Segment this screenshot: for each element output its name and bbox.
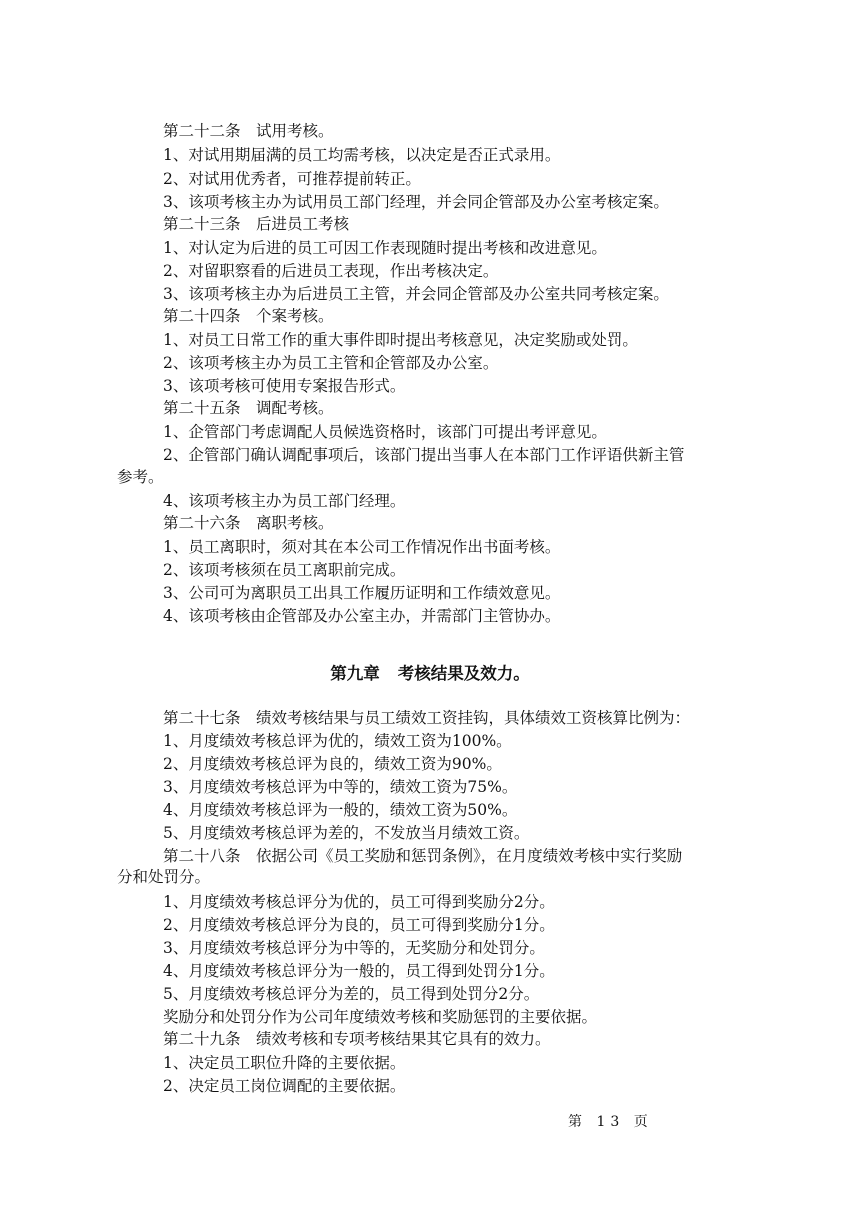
article-22-item-2: 2、对试用优秀者，可推荐提前转正。 [163,170,421,188]
article-26-item-1: 1、员工离职时，须对其在本公司工作情况作出书面考核。 [163,538,561,556]
article-22-item-1: 1、对试用期届满的员工均需考核，以决定是否正式录用。 [163,146,561,164]
article-25-item-4: 4、该项考核主办为员工部门经理。 [163,492,406,510]
article-26-item-2: 2、该项考核须在员工离职前完成。 [163,561,406,579]
article-24-item-1: 1、对员工日常工作的重大事件即时提出考核意见，决定奖励或处罚。 [163,331,638,349]
article-23-item-1: 1、对认定为后进的员工可因工作表现随时提出考核和改进意见。 [163,239,607,257]
chapter-title: 考核结果及效力。 [397,664,530,683]
article-24-item-3: 3、该项考核可使用专案报告形式。 [163,377,406,395]
article-22-title: 第二十二条 试用考核。 [163,122,334,140]
article-24-title: 第二十四条 个案考核。 [163,307,334,325]
article-22-item-3: 3、该项考核主办为试用员工部门经理，并会同企管部及办公室考核定案。 [163,193,669,211]
article-26-item-3: 3、公司可为离职员工出具工作履历证明和工作绩效意见。 [163,584,561,602]
article-25-item-2-line-1: 2、企管部门确认调配事项后，该部门提出当事人在本部门工作评语供新主管 [163,446,685,464]
article-24-item-2: 2、该项考核主办为员工主管和企管部及办公室。 [163,354,499,372]
article-25-title: 第二十五条 调配考核。 [163,399,334,417]
article-27-item-4: 4、月度绩效考核总评为一般的，绩效工资为50%。 [163,801,518,819]
article-29-title: 第二十九条 绩效考核和专项考核结果其它具有的效力。 [163,1030,551,1048]
article-27-item-5: 5、月度绩效考核总评为差的，不发放当月绩效工资。 [163,824,530,842]
article-26-title: 第二十六条 离职考核。 [163,514,334,532]
article-27-item-2: 2、月度绩效考核总评为良的，绩效工资为90%。 [163,755,502,773]
article-28-note: 奖励分和处罚分作为公司年度绩效考核和奖励惩罚的主要依据。 [163,1008,598,1026]
article-25-item-1: 1、企管部门考虑调配人员候选资格时，该部门可提出考评意见。 [163,423,607,441]
article-27-item-3: 3、月度绩效考核总评为中等的，绩效工资为75%。 [163,778,518,796]
article-23-item-3: 3、该项考核主办为后进员工主管，并会同企管部及办公室共同考核定案。 [163,285,669,303]
article-23-title: 第二十三条 后进员工考核 [163,215,350,233]
article-27-item-1: 1、月度绩效考核总评为优的，绩效工资为100%。 [163,732,512,750]
article-28-item-4: 4、月度绩效考核总评分为一般的，员工得到处罚分1分。 [163,962,555,980]
article-29-item-1: 1、决定员工职位升降的主要依据。 [163,1054,406,1072]
article-25-item-2-line-2: 参考。 [117,468,164,486]
article-29-item-2: 2、决定员工岗位调配的主要依据。 [163,1077,406,1095]
article-28-item-3: 3、月度绩效考核总评分为中等的，无奖励分和处罚分。 [163,939,545,957]
page-number: 第 13 页 [568,1114,653,1130]
article-28-item-1: 1、月度绩效考核总评分为优的，员工可得到奖励分2分。 [163,893,555,911]
chapter-heading [0,663,860,685]
article-28-title-line-2: 分和处罚分。 [117,868,211,886]
article-27-title: 第二十七条 绩效考核结果与员工绩效工资挂钩，具体绩效工资核算比例为： [163,709,691,727]
article-26-item-4: 4、该项考核由企管部及办公室主办，并需部门主管协办。 [163,607,561,625]
article-28-title-line-1: 第二十八条 依据公司《员工奖励和惩罚条例》，在月度绩效考核中实行奖励 [163,847,683,865]
article-28-item-2: 2、月度绩效考核总评分为良的，员工可得到奖励分1分。 [163,916,555,934]
chapter-number: 第九章 [330,664,380,683]
article-28-item-5: 5、月度绩效考核总评分为差的，员工得到处罚分2分。 [163,985,540,1003]
article-23-item-2: 2、对留职察看的后进员工表现，作出考核决定。 [163,262,499,280]
